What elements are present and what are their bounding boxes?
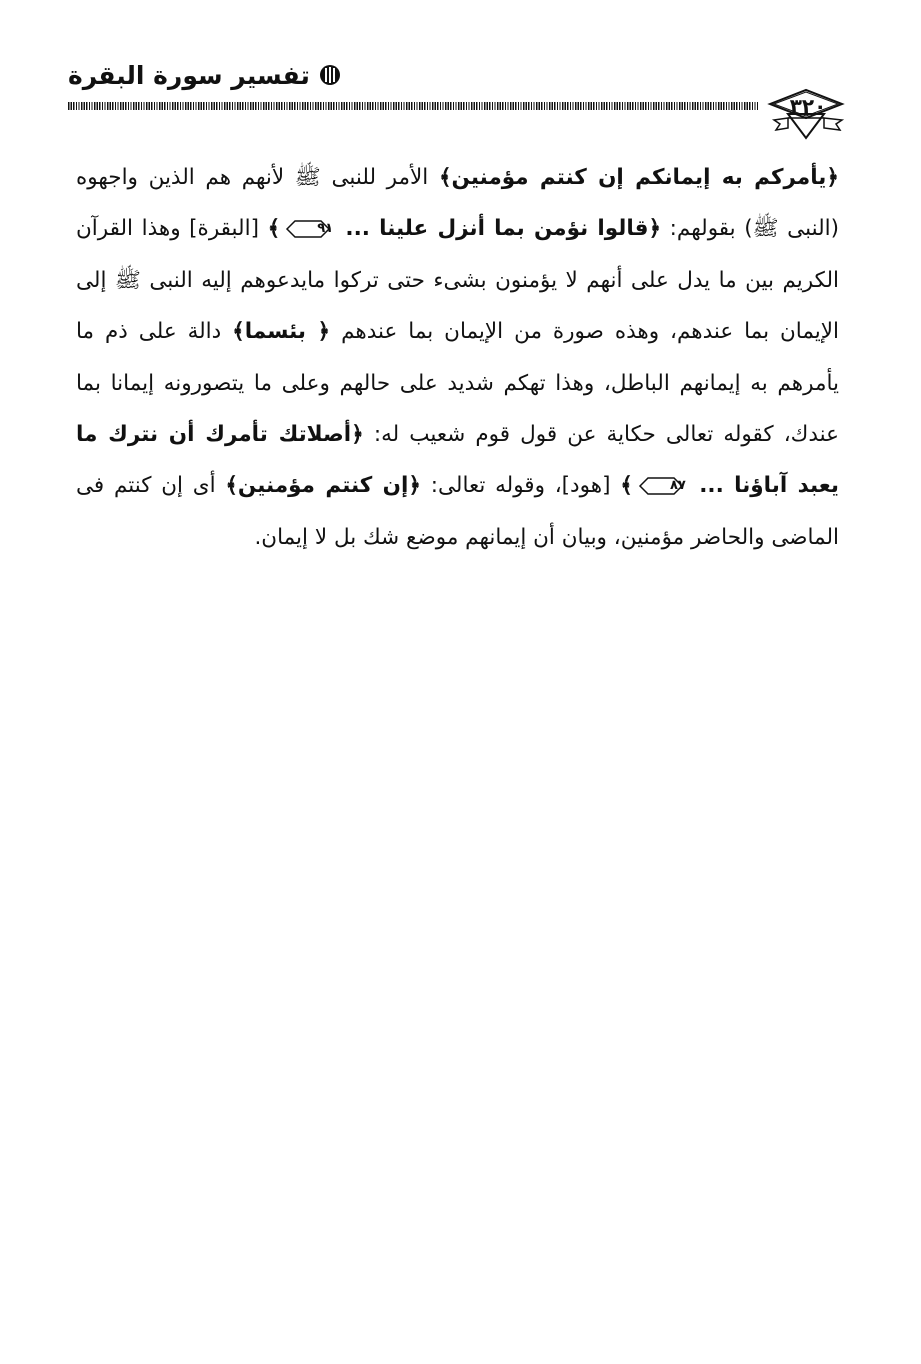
commentary-text [76, 152, 839, 563]
quran-quote-text: قالوا نؤمن بما أنزل علينا ... [345, 216, 649, 242]
quran-quote-text: إن كنتم مؤمنين [237, 473, 409, 499]
page-number: ٣٢٠ [789, 94, 827, 118]
quran-quote-text: يأمركم به إيمانكم إن كنتم مؤمنين [451, 165, 827, 190]
verse-number-marker [283, 218, 333, 240]
quran-quote: ﴿أصلاتك تأمرك أن نترك ما يعبد آباؤنا ... ٨٧ ﴾ [76, 422, 839, 499]
commentary-segment: أى إن كنتم فى الماضى والحاضر مؤمنين، وبيان أن إيمانهم موضع شك بل لا إيمان. [76, 473, 839, 550]
commentary-segment: الأمر للنبى ﷺ لأنهم هم الذين واجهوه (النبى ﷺ) بقولهم: [76, 165, 839, 242]
header-rule [68, 102, 758, 110]
verse-number-marker [636, 475, 686, 497]
ornament-icon [318, 63, 342, 87]
quran-quote: ﴿إن كنتم مؤمنين﴾ [225, 473, 421, 499]
commentary-segment: [البقرة] وهذا القرآن الكريم بين ما يدل على أنهم لا يؤمنون بشىء حتى تركوا مايدعوهم إليه النبى ﷺ إلى الإيمان بما عندهم، وهذه صورة من الإيمان بما عندهم [76, 216, 839, 345]
quran-quote-text: بئسما [244, 319, 306, 345]
commentary-segment: [هود]، وقوله تعالى: [420, 473, 611, 499]
quran-quote-text: أصلاتك تأمرك أن نترك ما يعبد آباؤنا ... [76, 422, 839, 499]
header-title-group [68, 58, 342, 92]
quran-quote: ﴿ بئسما﴾ [232, 319, 331, 345]
verse-number: ٨٧ [669, 478, 686, 494]
quran-quote: ﴿قالوا نؤمن بما أنزل علينا ... ٩١ ﴾ [267, 216, 662, 242]
verse-number: ٩١ [317, 221, 334, 237]
header-title: تفسير سورة البقرة [68, 60, 310, 90]
commentary-segment: دالة على ذم ما يأمرهم به إيمانهم الباطل، وهذا تهكم شديد على حالهم وعلى ما يتصورونه إيمانا بما عندك، كقوله تعالى حكاية عن قول قوم شعيب له: [76, 319, 840, 448]
page-number-badge [760, 88, 856, 148]
quran-quote: ﴿يأمركم به إيمانكم إن كنتم مؤمنين﴾ [438, 165, 839, 190]
running-header [68, 52, 853, 142]
